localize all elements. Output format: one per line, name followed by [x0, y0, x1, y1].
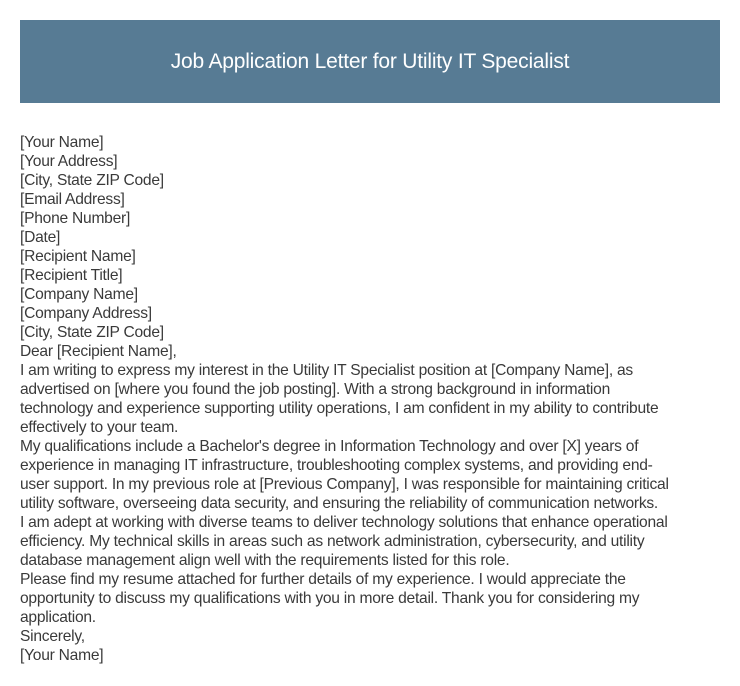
sender-address: [Your Address] — [20, 153, 118, 170]
paragraph-line: Please find my resume attached for further details of my experience. I would appreciate the — [20, 571, 626, 588]
paragraph-line: database management align well with the requirements listed for this role. — [20, 552, 510, 569]
paragraph-line: utility software, overseeing data security, and ensuring the reliability of communication networks. — [20, 495, 659, 512]
paragraph-line: opportunity to discuss my qualifications with you in more detail. Thank you for considering my — [20, 590, 640, 607]
sender-block — [20, 133, 725, 228]
recipient-city: [City, State ZIP Code] — [20, 324, 164, 341]
sender-name: [Your Name] — [20, 134, 104, 151]
letter-date: [Date] — [20, 229, 61, 246]
paragraph-intro — [20, 361, 725, 437]
paragraph-line: effectively to your team. — [20, 419, 179, 436]
sender-email: [Email Address] — [20, 191, 125, 208]
closing: Sincerely, — [20, 628, 85, 645]
sender-city: [City, State ZIP Code] — [20, 172, 164, 189]
paragraph-line: technology and experience supporting utility operations, I am confident in my ability to contribute — [20, 400, 659, 417]
salutation: Dear [Recipient Name], — [20, 343, 177, 360]
recipient-title: [Recipient Title] — [20, 267, 123, 284]
paragraph-qualifications — [20, 437, 725, 513]
signature: [Your Name] — [20, 647, 104, 664]
paragraph-skills — [20, 513, 725, 570]
recipient-address: [Company Address] — [20, 305, 152, 322]
sender-phone: [Phone Number] — [20, 210, 131, 227]
recipient-company: [Company Name] — [20, 286, 138, 303]
recipient-name: [Recipient Name] — [20, 248, 136, 265]
paragraph-line: application. — [20, 609, 96, 626]
letter-body — [20, 133, 725, 665]
paragraph-line: I am writing to express my interest in the Utility IT Specialist position at [Company Name], as — [20, 362, 633, 379]
paragraph-closing — [20, 570, 725, 627]
paragraph-line: advertised on [where you found the job posting]. With a strong background in information — [20, 381, 610, 398]
page-header — [20, 20, 720, 103]
paragraph-line: user support. In my previous role at [Previous Company], I was responsible for maintaining critical — [20, 476, 669, 493]
recipient-block — [20, 247, 725, 342]
paragraph-line: experience in managing IT infrastructure, troubleshooting complex systems, and providing end- — [20, 457, 653, 474]
paragraph-line: efficiency. My technical skills in areas such as network administration, cybersecurity, and utility — [20, 533, 645, 550]
page-title: Job Application Letter for Utility IT Specialist — [170, 49, 570, 73]
paragraph-line: My qualifications include a Bachelor's degree in Information Technology and over [X] years of — [20, 438, 639, 455]
paragraph-line: I am adept at working with diverse teams to deliver technology solutions that enhance operational — [20, 514, 668, 531]
